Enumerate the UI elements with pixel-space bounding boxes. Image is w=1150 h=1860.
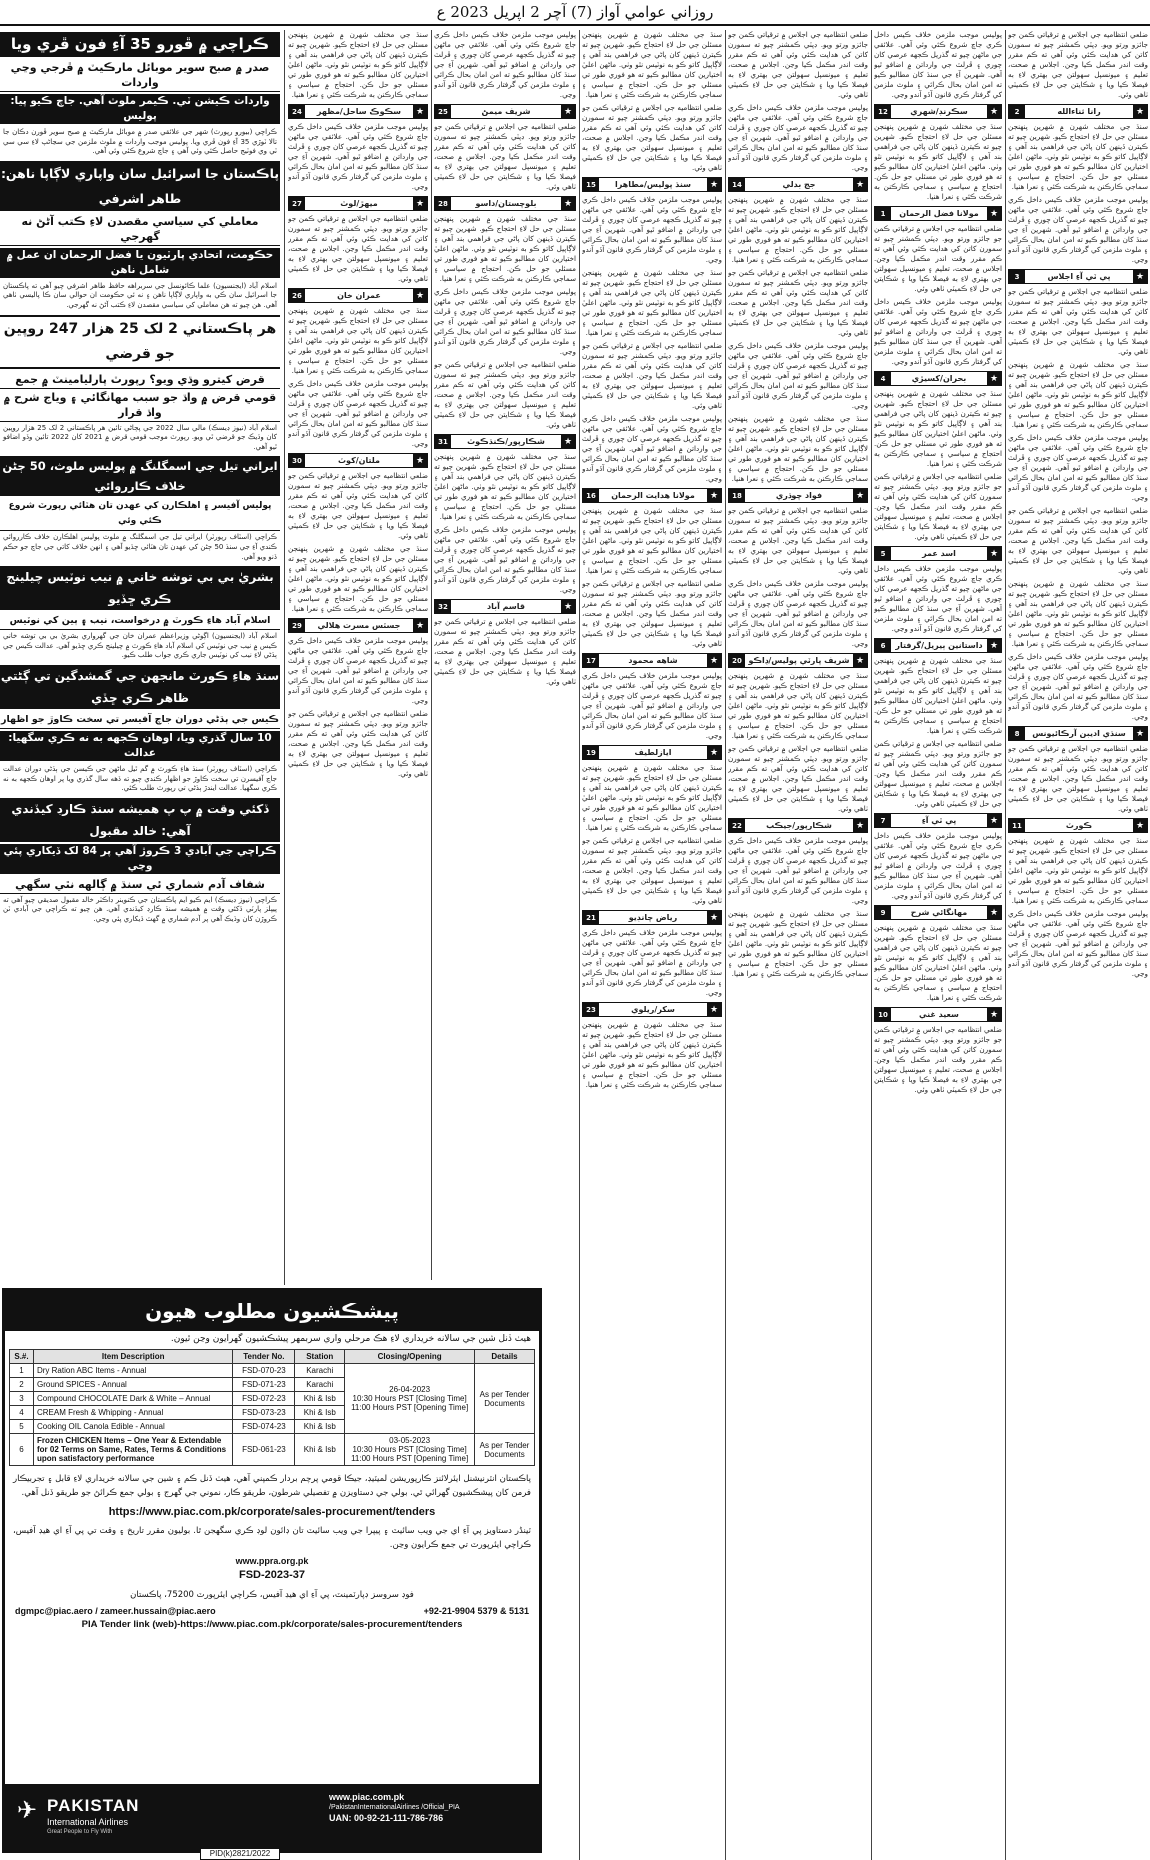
strip-name: سنڌي اديبن آرڪائيونس	[1032, 728, 1126, 738]
cell-tender: FSD-070-23	[233, 1364, 295, 1378]
cell-sn: 2	[10, 1378, 34, 1392]
masthead	[0, 0, 1150, 26]
ad-intro: هيٺ ڏنل شين جي سالانه خريداري لاءِ هڪ مرحلي واري سربمهر پيشڪشيون گهرايون وڃن ٿيون.	[170, 1334, 531, 1344]
story-strip	[434, 434, 576, 449]
strip-name: سڪرنڊ/شهري	[910, 106, 968, 116]
news-column-4	[874, 30, 1002, 1860]
story-strip	[582, 653, 722, 668]
story-strip	[874, 813, 1002, 828]
paragraph: سنڌ جي مختلف شهرن ۾ شهرين پنهنجن مسئلن جي حل لاءِ احتجاج ڪيو. شهرين چيو ته ڪيترن ڏينهن کان پاڻي جي فراهمي بند آهي ۽ لاڳاپيل کاتو ڪو به نوٽيس نٿو وٺي. ماڻهن اعليٰ اختيارين کان مطالبو ڪيو ته هو فوري طور تي مسئلي جو حل ڪن. احتجاج ۾ سياسي ۽ سماجي ڪارڪنن به شرڪت ڪئي ۽ نعرا هنيا.	[874, 389, 1002, 468]
cell-item: Ground SPICES - Annual	[33, 1378, 232, 1392]
paragraph: پوليس موجب ملزمن خلاف ڪيس داخل ڪري جاچ شروع ڪئي وئي آهي. علائقي جي ماڻهن چيو ته گذريل ڪجهه عرصي کان چوري ۽ ڦرلٽ جي وارداتن ۾ اضافو ٿيو آهي. شهرين آءِ جي سنڌ کان مطالبو ڪيو ته امن امان بحال ڪرائي ۽ ملوث ملزمن کي گرفتار ڪري قانون آڏو آندو وڃي.	[728, 836, 868, 905]
paragraph: سنڌ جي مختلف شهرن ۾ شهرين پنهنجن مسئلن جي حل لاءِ احتجاج ڪيو. شهرين چيو ته ڪيترن ڏينهن کان پاڻي جي فراهمي بند آهي ۽ لاڳاپيل کاتو ڪو به نوٽيس نٿو وٺي. ماڻهن اعليٰ اختيارين کان مطالبو ڪيو ته هو فوري طور تي مسئلي جو حل ڪن. احتجاج ۾ سياسي ۽ سماجي ڪارڪنن به شرڪت ڪئي ۽ نعرا هنيا.	[1008, 360, 1148, 429]
paragraph: سنڌ جي مختلف شهرن ۾ شهرين پنهنجن مسئلن جي حل لاءِ احتجاج ڪيو. شهرين چيو ته ڪيترن ڏينهن کان پاڻي جي فراهمي بند آهي ۽ لاڳاپيل کاتو ڪو به نوٽيس نٿو وٺي. ماڻهن اعليٰ اختيارين کان مطالبو ڪيو ته هو فوري طور تي مسئلي جو حل ڪن. احتجاج ۾ سياسي ۽ سماجي ڪارڪنن به شرڪت ڪئي ۽ نعرا هنيا.	[728, 414, 868, 483]
ad-footer-contacts	[329, 1792, 529, 1825]
pia-logo-subname: International Airlines	[47, 1817, 129, 1827]
strip-name: شڪارپور/ڪنڌڪوٽ	[467, 436, 545, 446]
cell-closing-2	[345, 1434, 475, 1466]
headline-iphone: ڪراچي ۾ ڦورو 35 آءِ فون ڦري ويا	[0, 32, 280, 57]
paragraph: پوليس موجب ملزمن خلاف ڪيس داخل ڪري جاچ شروع ڪئي وئي آهي. علائقي جي ماڻهن چيو ته گذريل ڪجهه عرصي کان چوري ۽ ڦرلٽ جي وارداتن ۾ اضافو ٿيو آهي. شهرين آءِ جي سنڌ کان مطالبو ڪيو ته امن امان بحال ڪرائي ۽ ملوث ملزمن کي گرفتار ڪري قانون آڏو آندو وڃي.	[874, 831, 1002, 900]
cell-tender: FSD-074-23	[233, 1420, 295, 1434]
story-strip	[288, 196, 428, 211]
paragraph: ضلعي انتظاميه جي اجلاس ۾ ترقياتي ڪمن جو جائزو ورتو ويو. ڊپٽي ڪمشنر چيو ته سمورن کاتن کي هدايت ڪئي وئي آهي ته ڪم مقرر وقت اندر مڪمل ڪيا وڃن. اجلاس ۾ صحت، تعليم ۽ ميونسپل سهولتن جي بهتري لاءِ به فيصلا ڪيا ويا ۽ شڪايتن جي حل لاءِ ڪميٽي ٺاهي وئي.	[874, 1025, 1002, 1094]
star-icon: ★	[987, 1008, 1001, 1021]
pia-website[interactable]: www.piac.com.pk	[329, 1792, 405, 1802]
ad-footer	[5, 1784, 539, 1850]
ad-contact-line	[5, 1606, 539, 1616]
table-row	[10, 1434, 535, 1466]
strip-name: شريف ميمڻ	[481, 106, 531, 116]
strip-name: شاهه محمود	[628, 655, 678, 665]
paragraph: سنڌ جي مختلف شهرن ۾ شهرين پنهنجن مسئلن جي حل لاءِ احتجاج ڪيو. شهرين چيو ته ڪيترن ڏينهن کان پاڻي جي فراهمي بند آهي ۽ لاڳاپيل کاتو ڪو به نوٽيس نٿو وٺي. ماڻهن اعليٰ اختيارين کان مطالبو ڪيو ته هو فوري طور تي مسئلي جو حل ڪن. احتجاج ۾ سياسي ۽ سماجي ڪارڪنن به شرڪت ڪئي ۽ نعرا هنيا.	[1008, 836, 1148, 905]
news-column-7	[434, 30, 576, 1280]
paragraph: ضلعي انتظاميه جي اجلاس ۾ ترقياتي ڪمن جو جائزو ورتو ويو. ڊپٽي ڪمشنر چيو ته سمورن کاتن کي هدايت ڪئي وئي آهي ته ڪم مقرر وقت اندر مڪمل ڪيا وڃن. اجلاس ۾ صحت، تعليم ۽ ميونسپل سهولتن جي بهتري لاءِ به فيصلا ڪيا ويا ۽ شڪايتن جي حل لاءِ ڪميٽي ٺاهي وئي.	[728, 268, 868, 337]
story-body: اسلام آباد (ايجنسيون) علما ڪائونسل جي سربراهه حافظ طاهر اشرفي چيو آهي ته پاڪستان جا اسرائيل سان ڪي به واپاري لاڳاپا ناهن ۽ نه ئي حڪومت ان حوالي سان ڪا پاليسي ٺاهي آهي. هن چيو ته هن معاملي کي سياسي مقصدن لاءِ ڪتب آڻڻ نه گهرجي.	[3, 281, 277, 309]
cell-item: Dry Ration ABC Items - Annual	[33, 1364, 232, 1378]
paragraph: پوليس موجب ملزمن خلاف ڪيس داخل ڪري جاچ شروع ڪئي وئي آهي. علائقي جي ماڻهن چيو ته گذريل ڪجهه عرصي کان چوري ۽ ڦرلٽ جي وارداتن ۾ اضافو ٿيو آهي. شهرين آءِ جي سنڌ کان مطالبو ڪيو ته امن امان بحال ڪرائي ۽ ملوث ملزمن کي گرفتار ڪري قانون آڏو آندو وڃي.	[728, 103, 868, 172]
closing-time: 10:30 Hours PST [Closing Time]	[352, 1394, 467, 1403]
headline-missing-persons: سنڌ هاءِ ڪورٽ مانجهن جي گمشدگين تي ڳڻتي ظاهر ڪري ڇڏي	[0, 665, 280, 709]
strip-number: 22	[729, 819, 745, 832]
story-strip	[1008, 818, 1148, 833]
cell-sn: 6	[10, 1434, 34, 1466]
paragraph: ضلعي انتظاميه جي اجلاس ۾ ترقياتي ڪمن جو جائزو ورتو ويو. ڊپٽي ڪمشنر چيو ته سمورن کاتن کي هدايت ڪئي وئي آهي ته ڪم مقرر وقت اندر مڪمل ڪيا وڃن. اجلاس ۾ صحت، تعليم ۽ ميونسپل سهولتن جي بهتري لاءِ به فيصلا ڪيا ويا ۽ شڪايتن جي حل لاءِ ڪميٽي ٺاهي وئي.	[1008, 744, 1148, 813]
cell-station: Khi & Isb	[295, 1392, 345, 1406]
paragraph: سنڌ جي مختلف شهرن ۾ شهرين پنهنجن مسئلن جي حل لاءِ احتجاج ڪيو. شهرين چيو ته ڪيترن ڏينهن کان پاڻي جي فراهمي بند آهي ۽ لاڳاپيل کاتو ڪو به نوٽيس نٿو وٺي. ماڻهن اعليٰ اختيارين کان مطالبو ڪيو ته هو فوري طور تي مسئلي جو حل ڪن. احتجاج ۾ سياسي ۽ سماجي ڪارڪنن به شرڪت ڪئي ۽ نعرا هنيا.	[728, 909, 868, 978]
star-icon: ★	[987, 814, 1001, 827]
story-strip	[874, 638, 1002, 653]
strip-name: داستانين ٻيريل/گرفتار	[895, 640, 983, 650]
column-rule	[284, 30, 285, 1285]
cell-item: Cooking OIL Canola Edible - Annual	[33, 1420, 232, 1434]
story-strip	[1008, 104, 1148, 119]
cell-station: Khi & Isb	[295, 1406, 345, 1420]
cell-tender: FSD-072-23	[233, 1392, 295, 1406]
strip-name: رياض چانڊيو	[628, 912, 678, 922]
star-icon: ★	[561, 600, 575, 613]
star-icon: ★	[987, 207, 1001, 220]
star-icon: ★	[561, 435, 575, 448]
star-icon: ★	[707, 911, 721, 924]
story-strip	[728, 818, 868, 833]
cell-station: Karachi	[295, 1364, 345, 1378]
closing-date: 26-04-2023	[389, 1385, 431, 1394]
col-header-details: Details	[475, 1350, 535, 1364]
strip-number: 26	[289, 289, 305, 302]
star-icon: ★	[1133, 727, 1147, 740]
strip-number: 25	[435, 105, 451, 118]
strip-number: 27	[289, 197, 305, 210]
strip-name: سنڌ پوليس/مطاهرا	[614, 179, 692, 189]
paragraph: پوليس موجب ملزمن خلاف ڪيس داخل ڪري جاچ شروع ڪئي وئي آهي. علائقي جي ماڻهن چيو ته گذريل ڪجهه عرصي کان چوري ۽ ڦرلٽ جي وارداتن ۾ اضافو ٿيو آهي. شهرين آءِ جي سنڌ کان مطالبو ڪيو ته امن امان بحال ڪرائي ۽ ملوث ملزمن کي گرفتار ڪري قانون آڏو آندو وڃي.	[288, 379, 428, 448]
paragraph: پوليس موجب ملزمن خلاف ڪيس داخل ڪري جاچ شروع ڪئي وئي آهي. علائقي جي ماڻهن چيو ته گذريل ڪجهه عرصي کان چوري ۽ ڦرلٽ جي وارداتن ۾ اضافو ٿيو آهي. شهرين آءِ جي سنڌ کان مطالبو ڪيو ته امن امان بحال ڪرائي ۽ ملوث ملزمن کي گرفتار ڪري قانون آڏو آندو وڃي.	[582, 414, 722, 483]
strip-number: 1	[875, 207, 891, 220]
story-body: ڪراچي (اسٽاف رپورٽر) سنڌ هاءِ ڪورٽ ۾ گم ٿيل ماڻهن جي ڪيسن جي ٻڌڻي دوران عدالت جاچ آفيسرن تي سخت ڪاوڙ جو اظهار ڪندي چيو ته ڏهه سال گذري ويا پر اوهان ڪجهه به نه ڪري سگهيا. عدالت ايندڙ ٻڌڻي تي رپورٽ طلب ڪئي.	[3, 764, 277, 793]
strip-number: 6	[875, 639, 891, 652]
star-icon: ★	[561, 105, 575, 118]
pia-social: /PakistanInternationalAirlines /Official_PIA	[329, 1804, 460, 1811]
strip-number: 21	[583, 911, 599, 924]
strip-name: مولانا فضل الرحمان	[899, 208, 979, 218]
paragraph: سنڌ جي مختلف شهرن ۾ شهرين پنهنجن مسئلن جي حل لاءِ احتجاج ڪيو. شهرين چيو ته ڪيترن ڏينهن کان پاڻي جي فراهمي بند آهي ۽ لاڳاپيل کاتو ڪو به نوٽيس نٿو وٺي. ماڻهن اعليٰ اختيارين کان مطالبو ڪيو ته هو فوري طور تي مسئلي جو حل ڪن. احتجاج ۾ سياسي ۽ سماجي ڪارڪنن به شرڪت ڪئي ۽ نعرا هنيا.	[288, 306, 428, 375]
paragraph: ضلعي انتظاميه جي اجلاس ۾ ترقياتي ڪمن جو جائزو ورتو ويو. ڊپٽي ڪمشنر چيو ته سمورن کاتن کي هدايت ڪئي وئي آهي ته ڪم مقرر وقت اندر مڪمل ڪيا وڃن. اجلاس ۾ صحت، تعليم ۽ ميونسپل سهولتن جي بهتري لاءِ به فيصلا ڪيا ويا ۽ شڪايتن جي حل لاءِ ڪميٽي ٺاهي وئي.	[874, 472, 1002, 541]
subhead: اسلام آباد هاءِ ڪورٽ ۾ درخواست، نيب ۽ ٻين کي نوٽيس	[0, 612, 280, 630]
paragraph: پوليس موجب ملزمن خلاف ڪيس داخل ڪري جاچ شروع ڪئي وئي آهي. علائقي جي ماڻهن چيو ته گذريل ڪجهه عرصي کان چوري ۽ ڦرلٽ جي وارداتن ۾ اضافو ٿيو آهي. شهرين آءِ جي سنڌ کان مطالبو ڪيو ته امن امان بحال ڪرائي ۽ ملوث ملزمن کي گرفتار ڪري قانون آڏو آندو وڃي.	[728, 341, 868, 410]
paragraph: پوليس موجب ملزمن خلاف ڪيس داخل ڪري جاچ شروع ڪئي وئي آهي. علائقي جي ماڻهن چيو ته گذريل ڪجهه عرصي کان چوري ۽ ڦرلٽ جي وارداتن ۾ اضافو ٿيو آهي. شهرين آءِ جي سنڌ کان مطالبو ڪيو ته امن امان بحال ڪرائي ۽ ملوث ملزمن کي گرفتار ڪري قانون آڏو آندو وڃي.	[1008, 909, 1148, 978]
star-icon: ★	[1133, 270, 1147, 283]
paragraph: ضلعي انتظاميه جي اجلاس ۾ ترقياتي ڪمن جو جائزو ورتو ويو. ڊپٽي ڪمشنر چيو ته سمورن کاتن کي هدايت ڪئي وئي آهي ته ڪم مقرر وقت اندر مڪمل ڪيا وڃن. اجلاس ۾ صحت، تعليم ۽ ميونسپل سهولتن جي بهتري لاءِ به فيصلا ڪيا ويا ۽ شڪايتن جي حل لاءِ ڪميٽي ٺاهي وئي.	[874, 224, 1002, 293]
star-icon: ★	[987, 639, 1001, 652]
story-strip	[874, 905, 1002, 920]
pid-number: PID(k)2821/2022	[200, 1848, 280, 1860]
strip-name: ايازلطيف	[634, 747, 672, 757]
strip-name: جسٽس مسرت هلالي	[317, 620, 401, 630]
headline-debt: هر پاڪستاني 2 لک 25 هزار 247 روپين جو قرضي	[0, 315, 280, 369]
star-icon: ★	[853, 819, 867, 832]
story-body: اسلام آباد (نيوز ڊيسڪ) مالي سال 2022 جي پڄاڻي تائين هر پاڪستاني 2 لک 25 هزار روپين کان وڌيڪ جو قرضي ٿي ويو. رپورٽ موجب قومي قرض ۾ 2021 کان 2022 تائين وڏو اضافو ٿيو آهي.	[3, 423, 277, 451]
story-strip	[434, 196, 576, 211]
paragraph: سنڌ جي مختلف شهرن ۾ شهرين پنهنجن مسئلن جي حل لاءِ احتجاج ڪيو. شهرين چيو ته ڪيترن ڏينهن کان پاڻي جي فراهمي بند آهي ۽ لاڳاپيل کاتو ڪو به نوٽيس نٿو وٺي. ماڻهن اعليٰ اختيارين کان مطالبو ڪيو ته هو فوري طور تي مسئلي جو حل ڪن. احتجاج ۾ سياسي ۽ سماجي ڪارڪنن به شرڪت ڪئي ۽ نعرا هنيا.	[728, 195, 868, 264]
paragraph: ضلعي انتظاميه جي اجلاس ۾ ترقياتي ڪمن جو جائزو ورتو ويو. ڊپٽي ڪمشنر چيو ته سمورن کاتن کي هدايت ڪئي وئي آهي ته ڪم مقرر وقت اندر مڪمل ڪيا وڃن. اجلاس ۾ صحت، تعليم ۽ ميونسپل سهولتن جي بهتري لاءِ به فيصلا ڪيا ويا ۽ شڪايتن جي حل لاءِ ڪميٽي ٺاهي وئي.	[1008, 506, 1148, 575]
paragraph: پوليس موجب ملزمن خلاف ڪيس داخل ڪري جاچ شروع ڪئي وئي آهي. علائقي جي ماڻهن چيو ته گذريل ڪجهه عرصي کان چوري ۽ ڦرلٽ جي وارداتن ۾ اضافو ٿيو آهي. شهرين آءِ جي سنڌ کان مطالبو ڪيو ته امن امان بحال ڪرائي ۽ ملوث ملزمن کي گرفتار ڪري قانون آڏو آندو وڃي.	[582, 928, 722, 997]
paragraph: ضلعي انتظاميه جي اجلاس ۾ ترقياتي ڪمن جو جائزو ورتو ويو. ڊپٽي ڪمشنر چيو ته سمورن کاتن کي هدايت ڪئي وئي آهي ته ڪم مقرر وقت اندر مڪمل ڪيا وڃن. اجلاس ۾ صحت، تعليم ۽ ميونسپل سهولتن جي بهتري لاءِ به فيصلا ڪيا ويا ۽ شڪايتن جي حل لاءِ ڪميٽي ٺاهي وئي.	[434, 360, 576, 429]
star-icon: ★	[707, 654, 721, 667]
strip-name: ميهڙ/لوٽ	[340, 198, 378, 208]
strip-number: 23	[583, 1003, 599, 1016]
news-column-3	[1008, 30, 1148, 1860]
cell-sn: 5	[10, 1420, 34, 1434]
strip-name: پي ٽي آءِ اجلاس	[1047, 271, 1111, 281]
strip-number: 12	[875, 105, 891, 118]
tender-table	[9, 1349, 535, 1466]
strip-number: 7	[875, 814, 891, 827]
strip-number: 17	[583, 654, 599, 667]
strip-number: 19	[583, 746, 599, 759]
cell-item: Frozen CHICKEN Items – One Year & Extendable for 02 Terms on Same, Rates, Terms & Conditions upon satisfactory performance	[33, 1434, 232, 1466]
col-header-station: Station	[295, 1350, 345, 1364]
subhead: معاملي کي سياسي مقصدن لاءِ ڪتب آڻڻ نه گهرجي	[0, 213, 280, 246]
story-strip	[288, 104, 428, 119]
strip-number: 8	[1009, 727, 1025, 740]
headline-israel: پاڪستان جا اسرائيل سان واپاري لاڳاپا ناهن: طاهر اشرفي	[0, 161, 280, 211]
paragraph: پوليس موجب ملزمن خلاف ڪيس داخل ڪري جاچ شروع ڪئي وئي آهي. علائقي جي ماڻهن چيو ته گذريل ڪجهه عرصي کان چوري ۽ ڦرلٽ جي وارداتن ۾ اضافو ٿيو آهي. شهرين آءِ جي سنڌ کان مطالبو ڪيو ته امن امان بحال ڪرائي ۽ ملوث ملزمن کي گرفتار ڪري قانون آڏو آندو وڃي.	[874, 564, 1002, 633]
cell-station: Khi & Isb	[295, 1420, 345, 1434]
story-strip	[434, 104, 576, 119]
strip-number: 20	[729, 654, 745, 667]
paragraph: پوليس موجب ملزمن خلاف ڪيس داخل ڪري جاچ شروع ڪئي وئي آهي. علائقي جي ماڻهن چيو ته گذريل ڪجهه عرصي کان چوري ۽ ڦرلٽ جي وارداتن ۾ اضافو ٿيو آهي. شهرين آءِ جي سنڌ کان مطالبو ڪيو ته امن امان بحال ڪرائي ۽ ملوث ملزمن کي گرفتار ڪري قانون آڏو آندو وڃي.	[434, 287, 576, 356]
subhead: قرض کيترو وڌي ويو؟ رپورٽ پارليامينٽ ۾ جمع	[0, 371, 280, 389]
paragraph: پوليس موجب ملزمن خلاف ڪيس داخل ڪري جاچ شروع ڪئي وئي آهي. علائقي جي ماڻهن چيو ته گذريل ڪجهه عرصي کان چوري ۽ ڦرلٽ جي وارداتن ۾ اضافو ٿيو آهي. شهرين آءِ جي سنڌ کان مطالبو ڪيو ته امن امان بحال ڪرائي ۽ ملوث ملزمن کي گرفتار ڪري قانون آڏو آندو وڃي.	[1008, 195, 1148, 264]
star-icon: ★	[1133, 819, 1147, 832]
strip-name: مهانگائي شرح	[910, 907, 968, 917]
paragraph: ضلعي انتظاميه جي اجلاس ۾ ترقياتي ڪمن جو جائزو ورتو ويو. ڊپٽي ڪمشنر چيو ته سمورن کاتن کي هدايت ڪئي وئي آهي ته ڪم مقرر وقت اندر مڪمل ڪيا وڃن. اجلاس ۾ صحت، تعليم ۽ ميونسپل سهولتن جي بهتري لاءِ به فيصلا ڪيا ويا ۽ شڪايتن جي حل لاءِ ڪميٽي ٺاهي وئي.	[1008, 30, 1148, 99]
ad-email[interactable]: dgmpc@piac.aero / zameer.hussain@piac.aero	[15, 1606, 216, 1616]
paragraph: ضلعي انتظاميه جي اجلاس ۾ ترقياتي ڪمن جو جائزو ورتو ويو. ڊپٽي ڪمشنر چيو ته سمورن کاتن کي هدايت ڪئي وئي آهي ته ڪم مقرر وقت اندر مڪمل ڪيا وڃن. اجلاس ۾ صحت، تعليم ۽ ميونسپل سهولتن جي بهتري لاءِ به فيصلا ڪيا ويا ۽ شڪايتن جي حل لاءِ ڪميٽي ٺاهي وئي.	[434, 617, 576, 686]
column-rule	[725, 30, 726, 1860]
pia-tail-icon: ✈	[17, 1796, 38, 1824]
paragraph: ضلعي انتظاميه جي اجلاس ۾ ترقياتي ڪمن جو جائزو ورتو ويو. ڊپٽي ڪمشنر چيو ته سمورن کاتن کي هدايت ڪئي وئي آهي ته ڪم مقرر وقت اندر مڪمل ڪيا وڃن. اجلاس ۾ صحت، تعليم ۽ ميونسپل سهولتن جي بهتري لاءِ به فيصلا ڪيا ويا ۽ شڪايتن جي حل لاءِ ڪميٽي ٺاهي وئي.	[288, 471, 428, 540]
star-icon: ★	[413, 105, 427, 118]
column-rule	[431, 30, 432, 1280]
opening-time: 11:00 Hours PST [Opening Time]	[351, 1454, 469, 1463]
paragraph: پوليس موجب ملزمن خلاف ڪيس داخل ڪري جاچ شروع ڪئي وئي آهي. علائقي جي ماڻهن چيو ته گذريل ڪجهه عرصي کان چوري ۽ ڦرلٽ جي وارداتن ۾ اضافو ٿيو آهي. شهرين آءِ جي سنڌ کان مطالبو ڪيو ته امن امان بحال ڪرائي ۽ ملوث ملزمن کي گرفتار ڪري قانون آڏو آندو وڃي.	[582, 671, 722, 740]
strip-number: 9	[875, 906, 891, 919]
story-strip	[874, 1007, 1002, 1022]
star-icon: ★	[853, 489, 867, 502]
star-icon: ★	[707, 746, 721, 759]
strip-name: عمران خان	[337, 290, 381, 300]
paragraph: پوليس موجب ملزمن خلاف ڪيس داخل ڪري جاچ شروع ڪئي وئي آهي. علائقي جي ماڻهن چيو ته گذريل ڪجهه عرصي کان چوري ۽ ڦرلٽ جي وارداتن ۾ اضافو ٿيو آهي. شهرين آءِ جي سنڌ کان مطالبو ڪيو ته امن امان بحال ڪرائي ۽ ملوث ملزمن کي گرفتار ڪري قانون آڏو آندو وڃي.	[582, 195, 722, 264]
strip-number: 30	[289, 454, 305, 467]
star-icon: ★	[707, 489, 721, 502]
paragraph: پوليس موجب ملزمن خلاف ڪيس داخل ڪري جاچ شروع ڪئي وئي آهي. علائقي جي ماڻهن چيو ته گذريل ڪجهه عرصي کان چوري ۽ ڦرلٽ جي وارداتن ۾ اضافو ٿيو آهي. شهرين آءِ جي سنڌ کان مطالبو ڪيو ته امن امان بحال ڪرائي ۽ ملوث ملزمن کي گرفتار ڪري قانون آڏو آندو وڃي.	[874, 297, 1002, 366]
ad-body-1: پاڪستان انٽرنيشنل ايئرلائنز ڪارپوريشن لميٽيڊ، جيڪا قومي پرچم بردار ڪمپني آهي، هيٺ ڏنل ڪم ۽ شين جي سالانه خريداري لاءِ قابل ۽ تجربيڪار فرمن کان پيشڪشيون گهرائي ٿي. بولي جي دستاويزن ۾ تفصيلي شرطون، طريقو ڪار، نموني جي گهرج ۽ بولي جمع ڪرائڻ جو طريقو ڏنل آهي.	[13, 1474, 531, 1498]
headline-sindh-card: ڏکئي وقت ۾ پ پ هميشه سنڌ ڪارڊ کيڏندي آهي: خالد مقبول	[0, 798, 280, 842]
cell-item: CREAM Fresh & Whipping - Annual	[33, 1406, 232, 1420]
subhead: ڪيس جي ٻڌڻي دوران جاچ آفيسر تي سخت ڪاوڙ جو اظهار	[0, 711, 280, 729]
strip-name: سڪوڪ ساحل/مظهر	[316, 106, 402, 116]
paragraph: پوليس موجب ملزمن خلاف ڪيس داخل ڪري جاچ شروع ڪئي وئي آهي. علائقي جي ماڻهن چيو ته گذريل ڪجهه عرصي کان چوري ۽ ڦرلٽ جي وارداتن ۾ اضافو ٿيو آهي. شهرين آءِ جي سنڌ کان مطالبو ڪيو ته امن امان بحال ڪرائي ۽ ملوث ملزمن کي گرفتار ڪري قانون آڏو آندو وڃي.	[1008, 652, 1148, 721]
paragraph: سنڌ جي مختلف شهرن ۾ شهرين پنهنجن مسئلن جي حل لاءِ احتجاج ڪيو. شهرين چيو ته ڪيترن ڏينهن کان پاڻي جي فراهمي بند آهي ۽ لاڳاپيل کاتو ڪو به نوٽيس نٿو وٺي. ماڻهن اعليٰ اختيارين کان مطالبو ڪيو ته هو فوري طور تي مسئلي جو حل ڪن. احتجاج ۾ سياسي ۽ سماجي ڪارڪنن به شرڪت ڪئي ۽ نعرا هنيا.	[582, 506, 722, 575]
cell-details-1: As per Tender Documents	[475, 1364, 535, 1434]
pia-tender-link[interactable]: PIA Tender link (web)-https://www.piac.com.pk/corporate/sales-procurement/tenders	[81, 1619, 463, 1630]
story-strip	[288, 453, 428, 468]
strip-name: شريف پارٽي پوليس/ڊاڪو	[748, 655, 850, 665]
tender-table-header	[10, 1350, 535, 1364]
story-strip	[1008, 726, 1148, 741]
column-rule	[579, 30, 580, 1860]
strip-number: 18	[729, 489, 745, 502]
subhead: قومي قرض ۾ واڌ جو سبب مهانگائي ۽ وياج شرح ۾ واڌ قرار	[0, 389, 280, 422]
closing-time: 10:30 Hours PST [Closing Time]	[352, 1445, 467, 1454]
tender-advertisement	[2, 1288, 542, 1853]
story-body: اسلام آباد (ايجنسيون) اڳوڻي وزيراعظم عمران خان جي گهرواري بشريٰ بي بي توشه خاني ڪيس ۾ نيب جي نوٽيس کي اسلام آباد هاءِ ڪورٽ ۾ چيلينج ڪري ڇڏيو آهي. عدالت ڪيس جي ٻڌڻي لاءِ نيب کي نوٽيس جاري ڪري جواب طلب ڪيو.	[3, 632, 277, 660]
paragraph: ضلعي انتظاميه جي اجلاس ۾ ترقياتي ڪمن جو جائزو ورتو ويو. ڊپٽي ڪمشنر چيو ته سمورن کاتن کي هدايت ڪئي وئي آهي ته ڪم مقرر وقت اندر مڪمل ڪيا وڃن. اجلاس ۾ صحت، تعليم ۽ ميونسپل سهولتن جي بهتري لاءِ به فيصلا ڪيا ويا ۽ شڪايتن جي حل لاءِ ڪميٽي ٺاهي وئي.	[582, 341, 722, 410]
star-icon: ★	[853, 178, 867, 191]
strip-number: 5	[875, 547, 891, 560]
strip-name: رانا ثناءالله	[1057, 106, 1101, 116]
paragraph: پوليس موجب ملزمن خلاف ڪيس داخل ڪري جاچ شروع ڪئي وئي آهي. علائقي جي ماڻهن چيو ته گذريل ڪجهه عرصي کان چوري ۽ ڦرلٽ جي وارداتن ۾ اضافو ٿيو آهي. شهرين آءِ جي سنڌ کان مطالبو ڪيو ته امن امان بحال ڪرائي ۽ ملوث ملزمن کي گرفتار ڪري قانون آڏو آندو وڃي.	[288, 636, 428, 705]
strip-number: 28	[435, 197, 451, 210]
star-icon: ★	[853, 654, 867, 667]
cell-tender: FSD-061-23	[233, 1434, 295, 1466]
paragraph: ضلعي انتظاميه جي اجلاس ۾ ترقياتي ڪمن جو جائزو ورتو ويو. ڊپٽي ڪمشنر چيو ته سمورن کاتن کي هدايت ڪئي وئي آهي ته ڪم مقرر وقت اندر مڪمل ڪيا وڃن. اجلاس ۾ صحت، تعليم ۽ ميونسپل سهولتن جي بهتري لاءِ به فيصلا ڪيا ويا ۽ شڪايتن جي حل لاءِ ڪميٽي ٺاهي وئي.	[728, 506, 868, 575]
story-strip	[288, 288, 428, 303]
col-header-item: Item Description	[33, 1350, 232, 1364]
cell-details-2: As per Tender Documents	[475, 1434, 535, 1466]
cell-sn: 3	[10, 1392, 34, 1406]
strip-number: 11	[1009, 819, 1025, 832]
star-icon: ★	[987, 372, 1001, 385]
story-strip	[874, 546, 1002, 561]
paragraph: سنڌ جي مختلف شهرن ۾ شهرين پنهنجن مسئلن جي حل لاءِ احتجاج ڪيو. شهرين چيو ته ڪيترن ڏينهن کان پاڻي جي فراهمي بند آهي ۽ لاڳاپيل کاتو ڪو به نوٽيس نٿو وٺي. ماڻهن اعليٰ اختيارين کان مطالبو ڪيو ته هو فوري طور تي مسئلي جو حل ڪن. احتجاج ۾ سياسي ۽ سماجي ڪارڪنن به شرڪت ڪئي ۽ نعرا هنيا.	[582, 763, 722, 832]
tender-reference: FSD-2023-37	[238, 1569, 306, 1581]
ad-body-2: ٽينڈر دستاويز پي آءِ اي جي ويب سائيٽ ۽ پيپرا جي ويب سائيٽ تان ڊائون لوڊ ڪري سگهجن ٿا. بوليون مقرر تاريخ ۽ وقت تي پي آءِ اي هيڊ آفيس، ڪراچي ايئرپورٽ تي جمع ڪرايون وڃن.	[13, 1526, 531, 1550]
cell-station: Karachi	[295, 1378, 345, 1392]
story-strip	[728, 177, 868, 192]
news-column-5	[728, 30, 868, 1860]
paragraph: ضلعي انتظاميه جي اجلاس ۾ ترقياتي ڪمن جو جائزو ورتو ويو. ڊپٽي ڪمشنر چيو ته سمورن کاتن کي هدايت ڪئي وئي آهي ته ڪم مقرر وقت اندر مڪمل ڪيا وڃن. اجلاس ۾ صحت، تعليم ۽ ميونسپل سهولتن جي بهتري لاءِ به فيصلا ڪيا ويا ۽ شڪايتن جي حل لاءِ ڪميٽي ٺاهي وئي.	[288, 214, 428, 283]
subhead-inverse: واردات ڪيشن ٽي. ڪيمر ملوث آهي. جاچ ڪيو پيا: پوليس	[0, 94, 280, 124]
closing-date: 03-05-2023	[389, 1436, 431, 1445]
col-header-closing: Closing/Opening	[345, 1350, 475, 1364]
strip-name: مولانا هدايت الرحمان	[611, 490, 695, 500]
strip-name: جج بدلي	[782, 179, 816, 189]
strip-name: پي ٽي آءِ	[921, 815, 957, 825]
strip-name: ملتان/کوٽ	[338, 455, 380, 465]
subhead-inverse: ڪراچي جي آبادي 3 ڪروڙ آهي پر 84 لک ڏيکاري پئي وڃي	[0, 844, 280, 874]
strip-name: اسد عمر	[922, 548, 956, 558]
paragraph: ضلعي انتظاميه جي اجلاس ۾ ترقياتي ڪمن جو جائزو ورتو ويو. ڊپٽي ڪمشنر چيو ته سمورن کاتن کي هدايت ڪئي وئي آهي ته ڪم مقرر وقت اندر مڪمل ڪيا وڃن. اجلاس ۾ صحت، تعليم ۽ ميونسپل سهولتن جي بهتري لاءِ به فيصلا ڪيا ويا ۽ شڪايتن جي حل لاءِ ڪميٽي ٺاهي وئي.	[874, 739, 1002, 808]
story-body: ڪراچي (اسٽاف رپورٽر) ايراني تيل جي اسمگلنگ ۾ ملوث پوليس اهلڪارن خلاف ڪارروائي ڪندي آءِ جي سنڌ 50 ڄڻن کي عهدن تان هٽائي ڇڏيو آهي ۽ انهن خلاف کاتي جي جاچ جو حڪم ڏنو ويو آهي.	[3, 533, 277, 561]
table-row	[10, 1364, 535, 1378]
ppra-url-link[interactable]: www.ppra.org.pk	[235, 1556, 309, 1566]
story-strip	[288, 618, 428, 633]
star-icon: ★	[413, 197, 427, 210]
cell-tender: FSD-071-23	[233, 1378, 295, 1392]
paragraph: پوليس موجب ملزمن خلاف ڪيس داخل ڪري جاچ شروع ڪئي وئي آهي. علائقي جي ماڻهن چيو ته گذريل ڪجهه عرصي کان چوري ۽ ڦرلٽ جي وارداتن ۾ اضافو ٿيو آهي. شهرين آءِ جي سنڌ کان مطالبو ڪيو ته امن امان بحال ڪرائي ۽ ملوث ملزمن کي گرفتار ڪري قانون آڏو آندو وڃي.	[434, 30, 576, 99]
tender-url-link[interactable]: https://www.piac.com.pk/corporate/sales-procurement/tenders	[108, 1506, 436, 1518]
paragraph: سنڌ جي مختلف شهرن ۾ شهرين پنهنجن مسئلن جي حل لاءِ احتجاج ڪيو. شهرين چيو ته ڪيترن ڏينهن کان پاڻي جي فراهمي بند آهي ۽ لاڳاپيل کاتو ڪو به نوٽيس نٿو وٺي. ماڻهن اعليٰ اختيارين کان مطالبو ڪيو ته هو فوري طور تي مسئلي جو حل ڪن. احتجاج ۾ سياسي ۽ سماجي ڪارڪنن به شرڪت ڪئي ۽ نعرا هنيا.	[582, 30, 722, 99]
paragraph: سنڌ جي مختلف شهرن ۾ شهرين پنهنجن مسئلن جي حل لاءِ احتجاج ڪيو. شهرين چيو ته ڪيترن ڏينهن کان پاڻي جي فراهمي بند آهي ۽ لاڳاپيل کاتو ڪو به نوٽيس نٿو وٺي. ماڻهن اعليٰ اختيارين کان مطالبو ڪيو ته هو فوري طور تي مسئلي جو حل ڪن. احتجاج ۾ سياسي ۽ سماجي ڪارڪنن به شرڪت ڪئي ۽ نعرا هنيا.	[874, 122, 1002, 201]
story-strip	[874, 206, 1002, 221]
paragraph: ضلعي انتظاميه جي اجلاس ۾ ترقياتي ڪمن جو جائزو ورتو ويو. ڊپٽي ڪمشنر چيو ته سمورن کاتن کي هدايت ڪئي وئي آهي ته ڪم مقرر وقت اندر مڪمل ڪيا وڃن. اجلاس ۾ صحت، تعليم ۽ ميونسپل سهولتن جي بهتري لاءِ به فيصلا ڪيا ويا ۽ شڪايتن جي حل لاءِ ڪميٽي ٺاهي وئي.	[582, 579, 722, 648]
paragraph: ضلعي انتظاميه جي اجلاس ۾ ترقياتي ڪمن جو جائزو ورتو ويو. ڊپٽي ڪمشنر چيو ته سمورن کاتن کي هدايت ڪئي وئي آهي ته ڪم مقرر وقت اندر مڪمل ڪيا وڃن. اجلاس ۾ صحت، تعليم ۽ ميونسپل سهولتن جي بهتري لاءِ به فيصلا ڪيا ويا ۽ شڪايتن جي حل لاءِ ڪميٽي ٺاهي وئي.	[728, 30, 868, 99]
strip-name: ڪورٽ	[1065, 820, 1093, 830]
cell-sn: 1	[10, 1364, 34, 1378]
story-strip	[582, 745, 722, 760]
paragraph: پوليس موجب ملزمن خلاف ڪيس داخل ڪري جاچ شروع ڪئي وئي آهي. علائقي جي ماڻهن چيو ته گذريل ڪجهه عرصي کان چوري ۽ ڦرلٽ جي وارداتن ۾ اضافو ٿيو آهي. شهرين آءِ جي سنڌ کان مطالبو ڪيو ته امن امان بحال ڪرائي ۽ ملوث ملزمن کي گرفتار ڪري قانون آڏو آندو وڃي.	[728, 579, 868, 648]
paragraph: ضلعي انتظاميه جي اجلاس ۾ ترقياتي ڪمن جو جائزو ورتو ويو. ڊپٽي ڪمشنر چيو ته سمورن کاتن کي هدايت ڪئي وئي آهي ته ڪم مقرر وقت اندر مڪمل ڪيا وڃن. اجلاس ۾ صحت، تعليم ۽ ميونسپل سهولتن جي بهتري لاءِ به فيصلا ڪيا ويا ۽ شڪايتن جي حل لاءِ ڪميٽي ٺاهي وئي.	[728, 744, 868, 813]
paragraph: ضلعي انتظاميه جي اجلاس ۾ ترقياتي ڪمن جو جائزو ورتو ويو. ڊپٽي ڪمشنر چيو ته سمورن کاتن کي هدايت ڪئي وئي آهي ته ڪم مقرر وقت اندر مڪمل ڪيا وڃن. اجلاس ۾ صحت، تعليم ۽ ميونسپل سهولتن جي بهتري لاءِ به فيصلا ڪيا ويا ۽ شڪايتن جي حل لاءِ ڪميٽي ٺاهي وئي.	[288, 709, 428, 778]
paragraph: پوليس موجب ملزمن خلاف ڪيس داخل ڪري جاچ شروع ڪئي وئي آهي. علائقي جي ماڻهن چيو ته گذريل ڪجهه عرصي کان چوري ۽ ڦرلٽ جي وارداتن ۾ اضافو ٿيو آهي. شهرين آءِ جي سنڌ کان مطالبو ڪيو ته امن امان بحال ڪرائي ۽ ملوث ملزمن کي گرفتار ڪري قانون آڏو آندو وڃي.	[288, 122, 428, 191]
pia-tagline: Great People to Fly With	[47, 1829, 113, 1835]
pia-uan: UAN: 00-92-21-111-786-786	[329, 1813, 444, 1823]
news-column	[0, 30, 280, 1285]
story-strip	[728, 488, 868, 503]
story-strip	[728, 653, 868, 668]
cell-closing-1	[345, 1364, 475, 1434]
star-icon: ★	[413, 619, 427, 632]
subhead: پوليس آفيسر ۽ اهلڪارن کي عهدن تان هٽائي رپورٽ شروع ڪئي وئي	[0, 498, 280, 531]
strip-name: سکر/ريلوي	[631, 1004, 675, 1014]
story-strip	[582, 488, 722, 503]
column-rule	[1005, 30, 1006, 1860]
news-column-8	[288, 30, 428, 1280]
column-rule	[871, 30, 872, 1860]
story-strip	[582, 177, 722, 192]
star-icon: ★	[413, 289, 427, 302]
paragraph: ضلعي انتظاميه جي اجلاس ۾ ترقياتي ڪمن جو جائزو ورتو ويو. ڊپٽي ڪمشنر چيو ته سمورن کاتن کي هدايت ڪئي وئي آهي ته ڪم مقرر وقت اندر مڪمل ڪيا وڃن. اجلاس ۾ صحت، تعليم ۽ ميونسپل سهولتن جي بهتري لاءِ به فيصلا ڪيا ويا ۽ شڪايتن جي حل لاءِ ڪميٽي ٺاهي وئي.	[1008, 287, 1148, 356]
strip-number: 10	[875, 1008, 891, 1021]
subhead-inverse: 10 سال گذري ويا، اوهان ڪجهه به نه ڪري سگهيا: عدالت	[0, 731, 280, 761]
story-strip	[874, 104, 1002, 119]
strip-number: 15	[583, 178, 599, 191]
story-body: ڪراچي (نيوز ڊيسڪ) ايم ڪيو ايم پاڪستان جي ڪنوينر ڊاڪٽر خالد مقبول صديقي چيو آهي ته پيپلز پارٽي ڏکئي وقت ۾ هميشه سنڌ ڪارڊ کيڏندي آهي. هن چيو ته ڪراچي جي آبادي ٽن ڪروڙن کان وڌيڪ آهي پر آدم شماري ۾ گهٽ ڏيکاري پئي وڃي.	[3, 895, 277, 923]
star-icon: ★	[1133, 105, 1147, 118]
paragraph: ضلعي انتظاميه جي اجلاس ۾ ترقياتي ڪمن جو جائزو ورتو ويو. ڊپٽي ڪمشنر چيو ته سمورن کاتن کي هدايت ڪئي وئي آهي ته ڪم مقرر وقت اندر مڪمل ڪيا وڃن. اجلاس ۾ صحت، تعليم ۽ ميونسپل سهولتن جي بهتري لاءِ به فيصلا ڪيا ويا ۽ شڪايتن جي حل لاءِ ڪميٽي ٺاهي وئي.	[434, 122, 576, 191]
paragraph: سنڌ جي مختلف شهرن ۾ شهرين پنهنجن مسئلن جي حل لاءِ احتجاج ڪيو. شهرين چيو ته ڪيترن ڏينهن کان پاڻي جي فراهمي بند آهي ۽ لاڳاپيل کاتو ڪو به نوٽيس نٿو وٺي. ماڻهن اعليٰ اختيارين کان مطالبو ڪيو ته هو فوري طور تي مسئلي جو حل ڪن. احتجاج ۾ سياسي ۽ سماجي ڪارڪنن به شرڪت ڪئي ۽ نعرا هنيا.	[582, 1020, 722, 1089]
news-column-6	[582, 30, 722, 1860]
star-icon: ★	[413, 454, 427, 467]
masthead-title: روزاني عوامي آواز (7) آچر 2 اپريل 2023 ع	[436, 3, 714, 21]
strip-name: بلوچستان/داسو	[475, 198, 537, 208]
story-strip	[582, 1002, 722, 1017]
star-icon: ★	[707, 1003, 721, 1016]
story-body: ڪراچي (بيورو رپورٽ) شهر جي علائقي صدر ۾ موبائل مارڪيٽ ۾ صبح سوير ڦورن دڪان جا تالا ٽوڙي 35 آءِ فون ڦري ويا. پوليس موجب واردات ۾ ملوث ملزمن جي سڃاڻپ لاءِ سي سي ٽي وي فوٽيج حاصل ڪئي وئي آهي ۽ جاچ شروع ڪئي وئي آهي.	[3, 128, 278, 156]
strip-name: فواد چوڌري	[775, 490, 823, 500]
strip-name: سعيد غني	[919, 1009, 959, 1019]
paragraph: سنڌ جي مختلف شهرن ۾ شهرين پنهنجن مسئلن جي حل لاءِ احتجاج ڪيو. شهرين چيو ته ڪيترن ڏينهن کان پاڻي جي فراهمي بند آهي ۽ لاڳاپيل کاتو ڪو به نوٽيس نٿو وٺي. ماڻهن اعليٰ اختيارين کان مطالبو ڪيو ته هو فوري طور تي مسئلي جو حل ڪن. احتجاج ۾ سياسي ۽ سماجي ڪارڪنن به شرڪت ڪئي ۽ نعرا هنيا.	[434, 214, 576, 283]
pia-logo	[17, 1790, 187, 1840]
paragraph: سنڌ جي مختلف شهرن ۾ شهرين پنهنجن مسئلن جي حل لاءِ احتجاج ڪيو. شهرين چيو ته ڪيترن ڏينهن کان پاڻي جي فراهمي بند آهي ۽ لاڳاپيل کاتو ڪو به نوٽيس نٿو وٺي. ماڻهن اعليٰ اختيارين کان مطالبو ڪيو ته هو فوري طور تي مسئلي جو حل ڪن. احتجاج ۾ سياسي ۽ سماجي ڪارڪنن به شرڪت ڪئي ۽ نعرا هنيا.	[874, 923, 1002, 1002]
strip-number: 16	[583, 489, 599, 502]
strip-number: 29	[289, 619, 305, 632]
star-icon: ★	[707, 178, 721, 191]
paragraph: پوليس موجب ملزمن خلاف ڪيس داخل ڪري جاچ شروع ڪئي وئي آهي. علائقي جي ماڻهن چيو ته گذريل ڪجهه عرصي کان چوري ۽ ڦرلٽ جي وارداتن ۾ اضافو ٿيو آهي. شهرين آءِ جي سنڌ کان مطالبو ڪيو ته امن امان بحال ڪرائي ۽ ملوث ملزمن کي گرفتار ڪري قانون آڏو آندو وڃي.	[874, 30, 1002, 99]
subhead: شفاف آدم شماري ئي سنڌ ۾ ڳالهه نٿي سگهي	[0, 876, 280, 894]
ad-phone: +92-21-9904 5379 & 5131	[423, 1606, 529, 1616]
story-strip	[582, 910, 722, 925]
paragraph: پوليس موجب ملزمن خلاف ڪيس داخل ڪري جاچ شروع ڪئي وئي آهي. علائقي جي ماڻهن چيو ته گذريل ڪجهه عرصي کان چوري ۽ ڦرلٽ جي وارداتن ۾ اضافو ٿيو آهي. شهرين آءِ جي سنڌ کان مطالبو ڪيو ته امن امان بحال ڪرائي ۽ ملوث ملزمن کي گرفتار ڪري قانون آڏو آندو وڃي.	[1008, 433, 1148, 502]
cell-sn: 4	[10, 1406, 34, 1420]
paragraph: ضلعي انتظاميه جي اجلاس ۾ ترقياتي ڪمن جو جائزو ورتو ويو. ڊپٽي ڪمشنر چيو ته سمورن کاتن کي هدايت ڪئي وئي آهي ته ڪم مقرر وقت اندر مڪمل ڪيا وڃن. اجلاس ۾ صحت، تعليم ۽ ميونسپل سهولتن جي بهتري لاءِ به فيصلا ڪيا ويا ۽ شڪايتن جي حل لاءِ ڪميٽي ٺاهي وئي.	[582, 836, 722, 905]
pia-logo-name: PAKISTAN	[47, 1796, 140, 1815]
cell-station: Khi & Isb	[295, 1434, 345, 1466]
col-header-sn: S.#.	[10, 1350, 34, 1364]
strip-number: 32	[435, 600, 451, 613]
story-strip	[434, 599, 576, 614]
paragraph: سنڌ جي مختلف شهرن ۾ شهرين پنهنجن مسئلن جي حل لاءِ احتجاج ڪيو. شهرين چيو ته ڪيترن ڏينهن کان پاڻي جي فراهمي بند آهي ۽ لاڳاپيل کاتو ڪو به نوٽيس نٿو وٺي. ماڻهن اعليٰ اختيارين کان مطالبو ڪيو ته هو فوري طور تي مسئلي جو حل ڪن. احتجاج ۾ سياسي ۽ سماجي ڪارڪنن به شرڪت ڪئي ۽ نعرا هنيا.	[874, 656, 1002, 735]
paragraph: سنڌ جي مختلف شهرن ۾ شهرين پنهنجن مسئلن جي حل لاءِ احتجاج ڪيو. شهرين چيو ته ڪيترن ڏينهن کان پاڻي جي فراهمي بند آهي ۽ لاڳاپيل کاتو ڪو به نوٽيس نٿو وٺي. ماڻهن اعليٰ اختيارين کان مطالبو ڪيو ته هو فوري طور تي مسئلي جو حل ڪن. احتجاج ۾ سياسي ۽ سماجي ڪارڪنن به شرڪت ڪئي ۽ نعرا هنيا.	[434, 452, 576, 521]
strip-name: قاسم آباد	[486, 601, 526, 611]
ad-address: فوڊ سروسز ڊپارٽمينٽ، پي آءِ اي هيڊ آفيس، ڪراچي ايئرپورٽ 75200، پاڪستان	[130, 1590, 414, 1600]
paragraph: پوليس موجب ملزمن خلاف ڪيس داخل ڪري جاچ شروع ڪئي وئي آهي. علائقي جي ماڻهن چيو ته گذريل ڪجهه عرصي کان چوري ۽ ڦرلٽ جي وارداتن ۾ اضافو ٿيو آهي. شهرين آءِ جي سنڌ کان مطالبو ڪيو ته امن امان بحال ڪرائي ۽ ملوث ملزمن کي گرفتار ڪري قانون آڏو آندو وڃي.	[434, 525, 576, 594]
strip-name: شڪارپور/جيڪب	[766, 820, 832, 830]
star-icon: ★	[987, 906, 1001, 919]
subhead-inverse: حڪومت، اتحادي پارٽيون يا فضل الرحمان ان عمل ۾ شامل ناهن	[0, 248, 280, 278]
subhead: صدر ۾ صبح سوير موبائل مارڪيٽ ۾ ڦرجي وڃي واردات	[0, 59, 280, 92]
strip-number: 2	[1009, 105, 1025, 118]
star-icon: ★	[987, 547, 1001, 560]
headline-oil-smuggling: ايراني تيل جي اسمگلنگ ۾ پوليس ملوث، 50 ڄڻن خلاف ڪارروائي	[0, 456, 280, 496]
paragraph: سنڌ جي مختلف شهرن ۾ شهرين پنهنجن مسئلن جي حل لاءِ احتجاج ڪيو. شهرين چيو ته ڪيترن ڏينهن کان پاڻي جي فراهمي بند آهي ۽ لاڳاپيل کاتو ڪو به نوٽيس نٿو وٺي. ماڻهن اعليٰ اختيارين کان مطالبو ڪيو ته هو فوري طور تي مسئلي جو حل ڪن. احتجاج ۾ سياسي ۽ سماجي ڪارڪنن به شرڪت ڪئي ۽ نعرا هنيا.	[288, 544, 428, 613]
cell-item: Compound CHOCOLATE Dark & White – Annual	[33, 1392, 232, 1406]
strip-number: 14	[729, 178, 745, 191]
cell-tender: FSD-073-23	[233, 1406, 295, 1420]
star-icon: ★	[987, 105, 1001, 118]
ad-header: پيشڪشيون مطلوب هيون	[5, 1291, 539, 1331]
col-header-tender: Tender No.	[233, 1350, 295, 1364]
star-icon: ★	[561, 197, 575, 210]
paragraph: سنڌ جي مختلف شهرن ۾ شهرين پنهنجن مسئلن جي حل لاءِ احتجاج ڪيو. شهرين چيو ته ڪيترن ڏينهن کان پاڻي جي فراهمي بند آهي ۽ لاڳاپيل کاتو ڪو به نوٽيس نٿو وٺي. ماڻهن اعليٰ اختيارين کان مطالبو ڪيو ته هو فوري طور تي مسئلي جو حل ڪن. احتجاج ۾ سياسي ۽ سماجي ڪارڪنن به شرڪت ڪئي ۽ نعرا هنيا.	[728, 671, 868, 740]
strip-number: 24	[289, 105, 305, 118]
headline-bushra-bibi: بشريٰ بي بي توشه خاني ۾ نيب نوٽيس چيلينج ڪري ڇڏيو	[0, 566, 280, 610]
paragraph: سنڌ جي مختلف شهرن ۾ شهرين پنهنجن مسئلن جي حل لاءِ احتجاج ڪيو. شهرين چيو ته ڪيترن ڏينهن کان پاڻي جي فراهمي بند آهي ۽ لاڳاپيل کاتو ڪو به نوٽيس نٿو وٺي. ماڻهن اعليٰ اختيارين کان مطالبو ڪيو ته هو فوري طور تي مسئلي جو حل ڪن. احتجاج ۾ سياسي ۽ سماجي ڪارڪنن به شرڪت ڪئي ۽ نعرا هنيا.	[1008, 122, 1148, 191]
strip-number: 4	[875, 372, 891, 385]
strip-name: بحران/کسيڙي	[911, 373, 967, 383]
paragraph: ضلعي انتظاميه جي اجلاس ۾ ترقياتي ڪمن جو جائزو ورتو ويو. ڊپٽي ڪمشنر چيو ته سمورن کاتن کي هدايت ڪئي وئي آهي ته ڪم مقرر وقت اندر مڪمل ڪيا وڃن. اجلاس ۾ صحت، تعليم ۽ ميونسپل سهولتن جي بهتري لاءِ به فيصلا ڪيا ويا ۽ شڪايتن جي حل لاءِ ڪميٽي ٺاهي وئي.	[582, 103, 722, 172]
strip-number: 3	[1009, 270, 1025, 283]
strip-number: 31	[435, 435, 451, 448]
paragraph: سنڌ جي مختلف شهرن ۾ شهرين پنهنجن مسئلن جي حل لاءِ احتجاج ڪيو. شهرين چيو ته ڪيترن ڏينهن کان پاڻي جي فراهمي بند آهي ۽ لاڳاپيل کاتو ڪو به نوٽيس نٿو وٺي. ماڻهن اعليٰ اختيارين کان مطالبو ڪيو ته هو فوري طور تي مسئلي جو حل ڪن. احتجاج ۾ سياسي ۽ سماجي ڪارڪنن به شرڪت ڪئي ۽ نعرا هنيا.	[1008, 579, 1148, 648]
paragraph: سنڌ جي مختلف شهرن ۾ شهرين پنهنجن مسئلن جي حل لاءِ احتجاج ڪيو. شهرين چيو ته ڪيترن ڏينهن کان پاڻي جي فراهمي بند آهي ۽ لاڳاپيل کاتو ڪو به نوٽيس نٿو وٺي. ماڻهن اعليٰ اختيارين کان مطالبو ڪيو ته هو فوري طور تي مسئلي جو حل ڪن. احتجاج ۾ سياسي ۽ سماجي ڪارڪنن به شرڪت ڪئي ۽ نعرا هنيا.	[582, 268, 722, 337]
story-strip	[1008, 269, 1148, 284]
paragraph: سنڌ جي مختلف شهرن ۾ شهرين پنهنجن مسئلن جي حل لاءِ احتجاج ڪيو. شهرين چيو ته ڪيترن ڏينهن کان پاڻي جي فراهمي بند آهي ۽ لاڳاپيل کاتو ڪو به نوٽيس نٿو وٺي. ماڻهن اعليٰ اختيارين کان مطالبو ڪيو ته هو فوري طور تي مسئلي جو حل ڪن. احتجاج ۾ سياسي ۽ سماجي ڪارڪنن به شرڪت ڪئي ۽ نعرا هنيا.	[288, 30, 428, 99]
story-strip	[874, 371, 1002, 386]
opening-time: 11:00 Hours PST [Opening Time]	[351, 1403, 469, 1412]
